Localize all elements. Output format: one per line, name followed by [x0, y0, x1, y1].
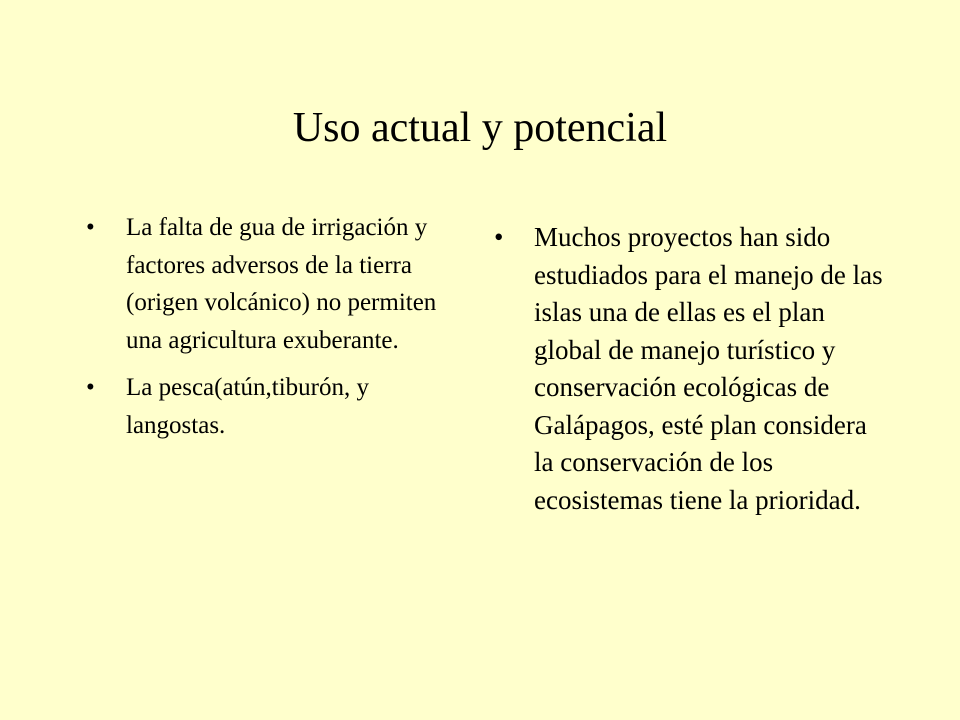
left-bullet-list	[86, 209, 454, 445]
right-bullet-list	[494, 219, 884, 519]
right-bullet-item-1	[494, 219, 884, 519]
left-bullet-text-1: La falta de gua de irrigación y factores adversos de la tierra (origen volcánico) no permiten una agricultura exuberante.	[126, 214, 437, 354]
bullet-icon: •	[86, 214, 95, 241]
left-bullet-text-2: La pesca(atún,tiburón, y langostas.	[126, 374, 369, 439]
right-bullet-text-1: Muchos proyectos han sido estudiados para el manejo de las islas una de ellas es el plan global de manejo turístico y conservación ecológicas de Galápagos, esté plan considera la conservación de los ecosistemas tiene la prioridad.	[534, 222, 883, 515]
left-bullet-item-2	[86, 369, 454, 444]
left-bullet-item-1	[86, 209, 454, 359]
slide-title: Uso actual y potencial	[292, 105, 668, 151]
bullet-icon: •	[494, 222, 504, 252]
bullet-icon: •	[86, 374, 95, 402]
